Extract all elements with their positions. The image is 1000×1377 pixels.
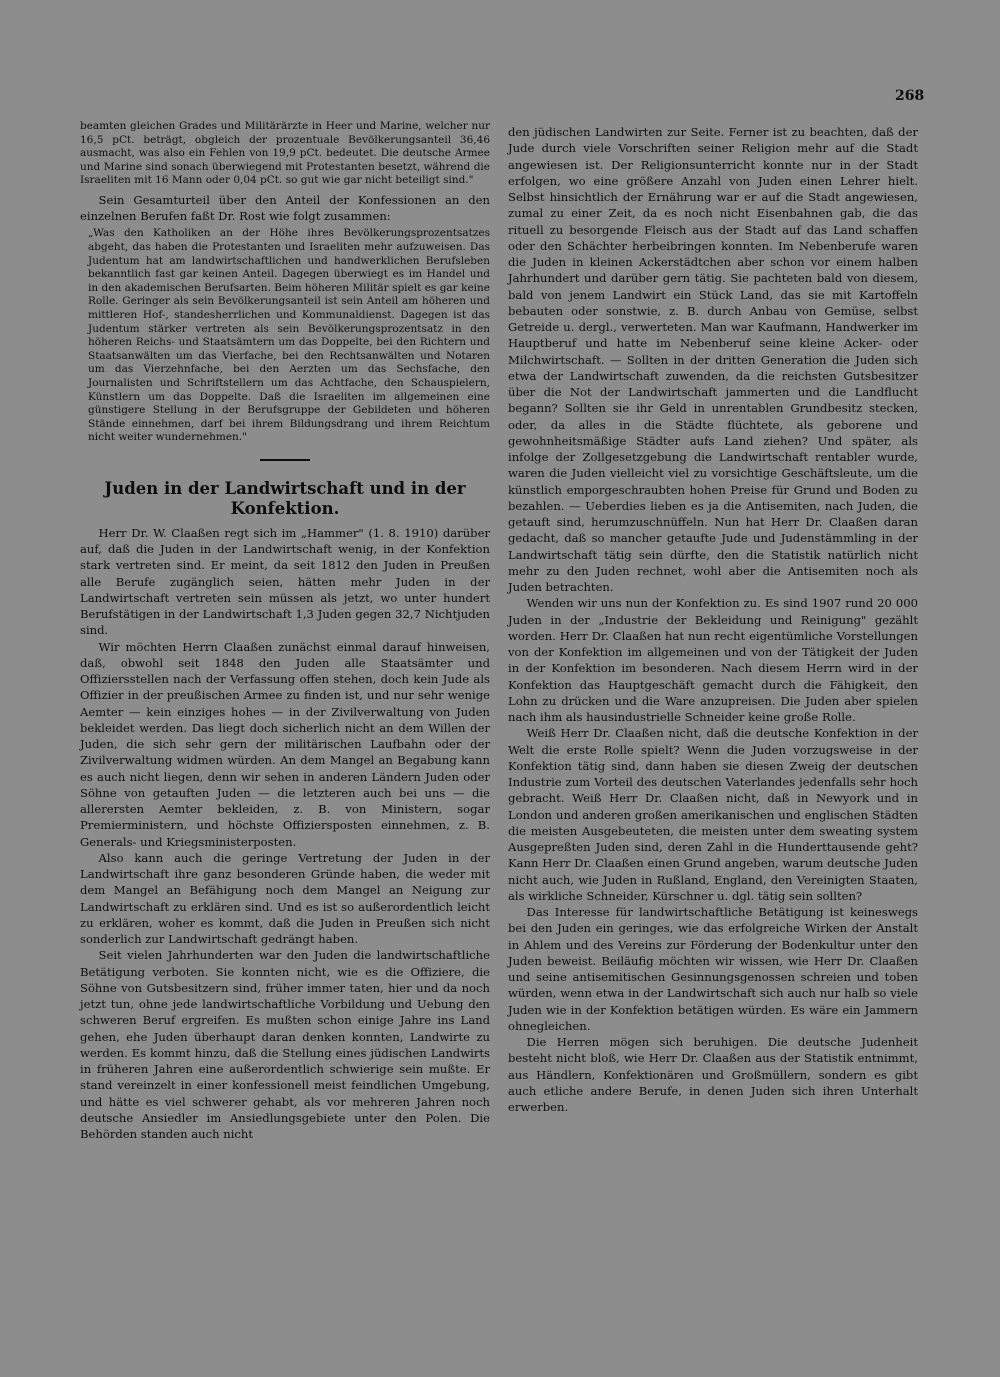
article-paragraph-1: Herr Dr. W. Claaßen regt sich im „Hammer" (1. 8. 1910) darüber auf, daß die Juden in der Landwirtschaft wenig, in der Konfektion stark vertreten sind. Er meint, da seit 1812 den Juden in Preußen alle Berufe zugänglich seien, hätten mehr Juden in der Landwirtschaft vertreten sein müssen als jetzt, wo unter hundert Berufstätigen in der Landwirtschaft 1,3 Juden gegen 32,7 Nichtjuden sind. [80,525,490,638]
article-paragraph-6: Wenden wir uns nun der Konfektion zu. Es sind 1907 rund 20 000 Juden in der „Industrie der Bekleidung und Reinigung" gezählt worden. Herr Dr. Claaßen hat nun recht eigentümliche Vorstellungen von der Konfektion im allgemeinen und von der Tätigkeit der Juden in der Konfektion im besonderen. Nach diesem Herrn wird in der Konfektion das Hauptgeschäft gemacht durch die Fähigkeit, den Lohn zu drücken und die Ware anzupreisen. Die Juden aber spielen nach ihm als hausindustrielle Schneider keine große Rolle. [508,596,918,724]
article-paragraph-9: Die Herren mögen sich beruhigen. Die deutsche Judenheit besteht nicht bloß, wie Herr Dr. Claaßen aus der Statistik entnimmt, aus Händlern, Konfektionären und Großmüllern, sondern es gibt auch etliche andere Berufe, in denen Juden sich ihren Unterhalt erwerben. [508,1035,918,1114]
article-paragraph-8: Das Interesse für landwirtschaftliche Betätigung ist keineswegs bei den Juden ein geringes, wie das erfolgreiche Wirken der Anstalt in Ahlem und des Vereins zur Förderung der Bodenkultur unter den Juden beweist. Beiläufig möchten wir wissen, wie Herr Dr. Claaßen und seine antisemitischen Gesinnungsgenossen schreien und toben würden, wenn etwa in der Landwirtschaft sich auch nur halb so viele Juden wie in der Konfektion betätigen würden. Es wäre ein Jammern ohnegleichen. [508,905,918,1033]
gesamturteil-paragraph: Sein Gesamturteil über den Anteil der Konfessionen an den einzelnen Berufen faßt Dr. Rost wie folgt zusammen: [80,192,490,224]
rost-quote: „Was den Katholiken an der Höhe ihres Bevölkerungsprozentsatzes abgeht, das haben die Protestanten und Israeliten mehr aufzuweisen. Das Judentum hat am landwirtschaftlichen und handwerklichen Berufsleben bekanntlich fast gar keinen Anteil. Dagegen überwiegt es im Handel und in den akademischen Berufsarten. Beim höheren Militär spielt es gar keine Rolle. Geringer als sein Bevölkerungsanteil ist sein Anteil am höheren und mittleren Hof-, standesherrlichen und Kommunaldienst. Dagegen ist das Judentum stärker vertreten als sein Bevölkerungsprozentsatz in den höheren Reichs- und Staatsämtern um das Doppelte, bei den Richtern und Staatsanwälten um das Vierfache, bei den Rechtsanwälten und Notaren um das Vierzehnfache, bei den Aerzten um das Sechsfache, den Journalisten und Schriftstellern um das Achtfache, den Schauspielern, Künstlern um das Doppelte. Daß die Israeliten im allgemeinen eine günstigere Stellung in der Berufsgruppe der Gebildeten und höheren Stände einnehmen, darf bei ihrem Bildungsdrang und ihrem Reichtum nicht weiter wundernehmen." [88,227,490,444]
article-paragraph-4: Seit vielen Jahrhunderten war den Juden die landwirtschaftliche Betätigung verboten. Sie konnten nicht, wie es die Offiziere, die Söhne von Gutsbesitzern sind, früher immer taten, hier und da noch jetzt tun, ohne jede landwirtschaftliche Vorbildung und Uebung den schweren Beruf ergreifen. Es mußten schon einige Jahre ins Land gehen, ehe Juden überhaupt daran denken konnten, Landwirte zu werden. Es kommt hinzu, daß die Stellung eines jüdischen Landwirts in früheren Jahren eine außerordentlich schwierige sein mußte. Er stand vereinzelt in einer konfessionell meist feindlichen Umgebung, und hätte es viel schwerer gehabt, als vor mehreren Jahren noch deutsche Ansiedler im Ansiedlungsgebiete unter den Polen. Die Behörden standen auch nicht [80,948,490,1142]
article-paragraph-3: Also kann auch die geringe Vertretung der Juden in der Landwirtschaft ihre ganz besonderen Gründe haben, die weder mit dem Mangel an Befähigung noch dem Mangel an Neigung zur Landwirtschaft zu erklären sind. Und es ist so außerordentlich leicht zu erklären, woher es kommt, daß die Juden in Preußen sich nicht sonderlich zur Landwirtschaft gedrängt haben. [80,850,490,947]
section-divider [260,459,310,461]
article-paragraph-2: Wir möchten Herrn Claaßen zunächst einmal darauf hinweisen, daß, obwohl seit 1848 den Juden alle Staatsämter und Offiziersstellen nach der Verfassung offen stehen, doch kein Jude als Offizier in der preußischen Armee zu finden ist, und nur sehr wenige Aemter — kein einziges hohes — in der Zivilverwaltung von Juden bekleidet werden. Das liegt doch sicherlich nicht an dem Willen der Juden, die sich sehr gern der militärischen Laufbahn oder der Zivilverwaltung widmen würden. An dem Mangel an Begabung kann es auch nicht liegen, denn wir sehen in anderen Ländern Juden oder Söhne von getauften Juden — die letzteren auch bei uns — die allerersten Aemter bekleiden, z. B. von Ministern, sogar Premierministern, und höchste Offiziersposten einnehmen, z. B. Generals- und Kriegsministerposten. [80,639,490,849]
right-column [508,124,918,1115]
article-headline: Juden in der Landwirtschaft und in der Konfektion. [104,478,466,518]
page-number: 268 [895,88,925,104]
article-paragraph-5: den jüdischen Landwirten zur Seite. Ferner ist zu beachten, daß der Jude durch viele Vorschriften seiner Religion mehr auf die Stadt angewiesen ist. Der Religionsunterricht konnte nur in der Stadt erfolgen, wo eine größere Anzahl von Juden einen Lehrer hielt. Selbst hinsichtlich der Ernährung war er auf die Stadt angewiesen, zumal zu einer Zeit, da es noch nicht Eisenbahnen gab, die das rituell zu besorgende Fleisch aus der Stadt auf das Land schaffen oder den Schächter herbeibringen konnten. Im Nebenberufe waren die Juden in kleinen Ackerstädtchen aber schon vor einem halben Jahrhundert und darüber gern tätig. Sie pachteten bald von diesem, bald von jenem Landwirt ein Stück Land, das sie mit Kartoffeln bebauten oder sonstwie, z. B. durch Anbau von Gemüse, selbst Getreide u. dergl., verwerteten. Man war Kaufmann, Handwerker im Hauptberuf und hatte im Nebenberuf seine kleine Acker- oder Milchwirtschaft. — Sollten in der dritten Generation die Juden sich etwa der Landwirtschaft zuwenden, da die reichsten Gutsbesitzer über die Not der Landwirtschaft jammerten und die Landflucht begann? Sollten sie ihr Geld in unrentablen Grundbesitz stecken, oder, da alles in die Städte flüchtete, als geborene und gewohnheitsmäßige Städter aufs Land ziehen? Und später, als infolge der Zollgesetzgebung die Landwirtschaft rentabler wurde, waren die Juden vielleicht viel zu vorsichtige Geschäftsleute, um die künstlich emporgeschraubten hohen Preise für Grund und Boden zu bezahlen. — Ueberdies lieben es ja die Antisemiten, nach Juden, die getauft sind, herumzuschnüffeln. Nun hat Herr Dr. Claaßen daran gedacht, daß so mancher getaufte Jude und Judenstämmling in der Landwirtschaft tätig sein dürfte, den die Statistik natürlich nicht mehr zu den Juden rechnet, wohl aber die Antisemiten noch als Juden betrachten. [508,125,918,594]
left-column [80,120,490,1142]
article-paragraph-7: Weiß Herr Dr. Claaßen nicht, daß die deutsche Konfektion in der Welt die erste Rolle spielt? Wenn die Juden vorzugsweise in der Konfektion tätig sind, dann haben sie diesen Zweig der deutschen Industrie zum Vorteil des deutschen Vaterlandes jedenfalls sehr hoch gebracht. Weiß Herr Dr. Claaßen nicht, daß in Newyork und in London und anderen großen amerikanischen und englischen Städten die meisten Ausgebeuteten, die meisten unter dem sweating system Ausgepreßten Juden sind, deren Zahl in die Hunderttausende geht? Kann Herr Dr. Claaßen einen Grund angeben, warum deutsche Juden nicht auch, wie Juden in Rußland, England, den Vereinigten Staaten, als wirkliche Schneider, Kürschner u. dgl. tätig sein sollten? [508,726,918,903]
intro-paragraph: beamten gleichen Grades und Militärärzte in Heer und Marine, welcher nur 16,5 pCt. beträgt, obgleich der prozentuale Bevölkerungsanteil 36,46 ausmacht, was also ein Fehlen von 19,9 pCt. bedeutet. Die deutsche Armee und Marine sind sonach überwiegend mit Protestanten besetzt, während die Israeliten mit 16 Mann oder 0,04 pCt. so gut wie gar nicht beteiligt sind." [80,120,490,187]
